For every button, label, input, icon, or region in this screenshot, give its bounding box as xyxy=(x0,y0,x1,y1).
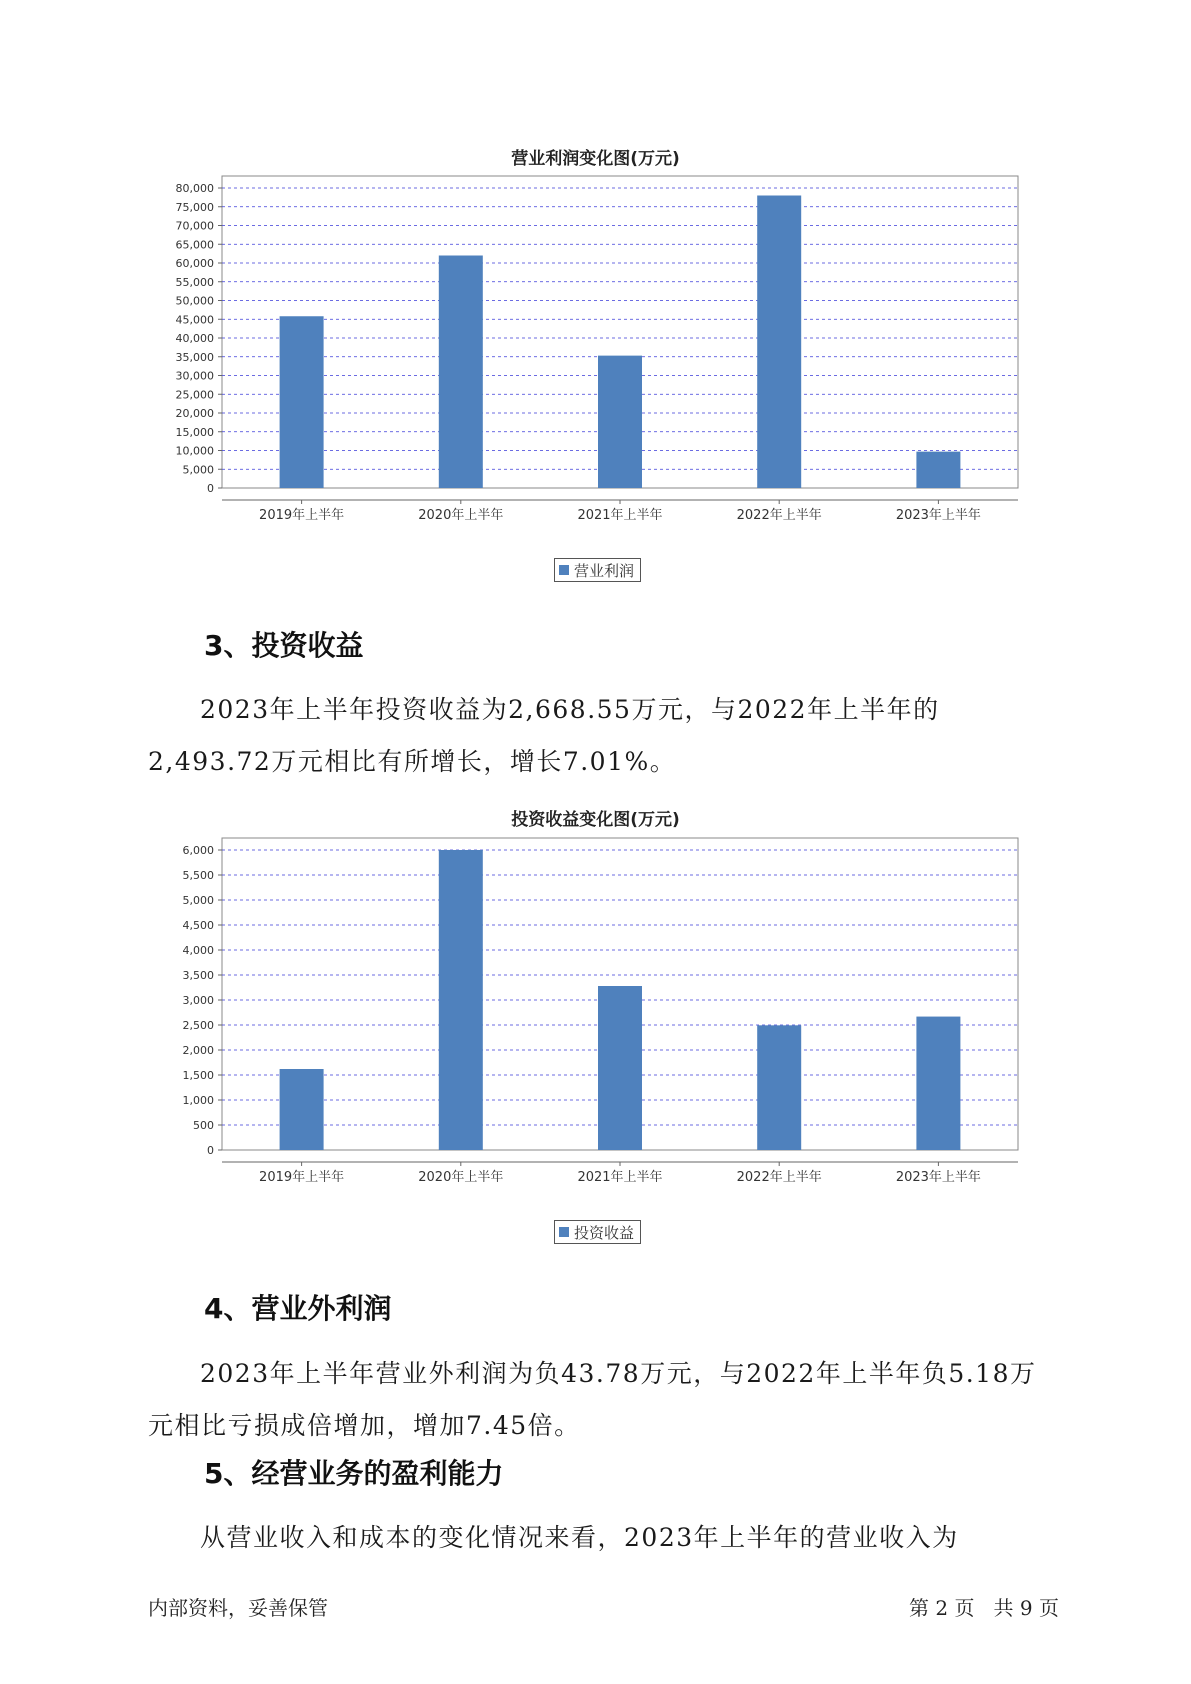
bar xyxy=(757,196,801,489)
y-tick-label: 2,000 xyxy=(182,1044,214,1057)
y-tick-label: 55,000 xyxy=(175,275,214,289)
bar xyxy=(280,1069,324,1150)
section-5-heading: 5、经营业务的盈利能力 xyxy=(204,1457,504,1490)
y-tick-label: 0 xyxy=(207,1144,214,1157)
chart-2-title: 投资收益变化图(万元) xyxy=(511,810,680,830)
section-3-heading: 3、投资收益 xyxy=(204,629,364,662)
footer-left: 内部资料，妥善保管 xyxy=(148,1596,328,1620)
bar xyxy=(439,850,483,1150)
y-tick-label: 45,000 xyxy=(175,313,214,327)
x-tick-label: 2020年上半年 xyxy=(418,1170,504,1182)
y-tick-label: 75,000 xyxy=(175,200,214,214)
x-tick-label: 2019年上半年 xyxy=(259,1170,345,1182)
bar xyxy=(598,986,642,1150)
x-tick-label: 2022年上半年 xyxy=(736,1170,822,1182)
y-tick-label: 5,000 xyxy=(182,463,214,477)
bar xyxy=(916,452,960,488)
y-tick-label: 3,000 xyxy=(182,994,214,1007)
y-tick-label: 3,500 xyxy=(182,969,214,982)
bar xyxy=(916,1017,960,1150)
bar xyxy=(757,1025,801,1150)
y-tick-label: 1,500 xyxy=(182,1069,214,1082)
y-tick-label: 4,500 xyxy=(182,919,214,932)
y-tick-label: 0 xyxy=(207,482,214,495)
chart-1-title: 营业利润变化图(万元) xyxy=(511,149,680,169)
x-tick-label: 2020年上半年 xyxy=(418,508,504,520)
footer-page-number: 第 2 页 共 9 页 xyxy=(909,1596,1059,1620)
y-tick-label: 50,000 xyxy=(175,294,214,308)
y-tick-label: 6,000 xyxy=(182,844,214,857)
y-tick-label: 10,000 xyxy=(175,444,214,458)
y-tick-label: 15,000 xyxy=(175,425,214,439)
y-tick-label: 40,000 xyxy=(175,332,214,345)
y-tick-label: 65,000 xyxy=(175,238,214,252)
section-4-heading: 4、营业外利润 xyxy=(204,1292,392,1325)
chart-2-legend xyxy=(554,1220,641,1244)
bar xyxy=(598,356,642,488)
x-tick-label: 2022年上半年 xyxy=(736,508,822,520)
y-tick-label: 25,000 xyxy=(175,388,214,402)
y-tick-label: 80,000 xyxy=(175,182,214,195)
y-tick-label: 1,000 xyxy=(182,1094,214,1107)
bar xyxy=(439,256,483,489)
y-tick-label: 35,000 xyxy=(175,350,214,364)
section-5-paragraph: 从营业收入和成本的变化情况来看，2023年上半年的营业收入为 xyxy=(200,1523,959,1552)
y-tick-label: 5,500 xyxy=(182,869,214,882)
y-tick-label: 60,000 xyxy=(175,257,214,270)
y-tick-label: 4,000 xyxy=(182,944,214,957)
legend-label: 营业利润 xyxy=(574,561,635,580)
y-tick-label: 30,000 xyxy=(175,369,214,383)
y-tick-label: 2,500 xyxy=(182,1019,214,1032)
x-tick-label: 2023年上半年 xyxy=(895,508,981,520)
legend-label: 投资收益 xyxy=(574,1223,635,1242)
x-tick-label: 2019年上半年 xyxy=(259,508,345,520)
legend-swatch xyxy=(559,565,569,575)
operating-profit-chart xyxy=(0,170,1191,520)
legend-swatch xyxy=(559,1227,569,1237)
x-tick-label: 2021年上半年 xyxy=(577,1170,663,1182)
section-4-paragraph: 2023年上半年营业外利润为负43.78万元，与2022年上半年负5.18万元相比亏损成倍增加，增加7.45倍。 xyxy=(148,1359,1037,1440)
bar xyxy=(280,316,324,488)
y-tick-label: 20,000 xyxy=(175,407,214,420)
chart-1-legend xyxy=(554,558,641,582)
y-tick-label: 70,000 xyxy=(175,219,214,233)
y-tick-label: 500 xyxy=(193,1119,214,1132)
y-tick-label: 5,000 xyxy=(182,894,214,907)
x-tick-label: 2021年上半年 xyxy=(577,508,663,520)
investment-income-chart xyxy=(0,832,1191,1182)
section-3-paragraph: 2023年上半年投资收益为2,668.55万元，与2022年上半年的2,493.72万元相比有所增长，增长7.01%。 xyxy=(148,695,940,776)
x-tick-label: 2023年上半年 xyxy=(895,1170,981,1182)
